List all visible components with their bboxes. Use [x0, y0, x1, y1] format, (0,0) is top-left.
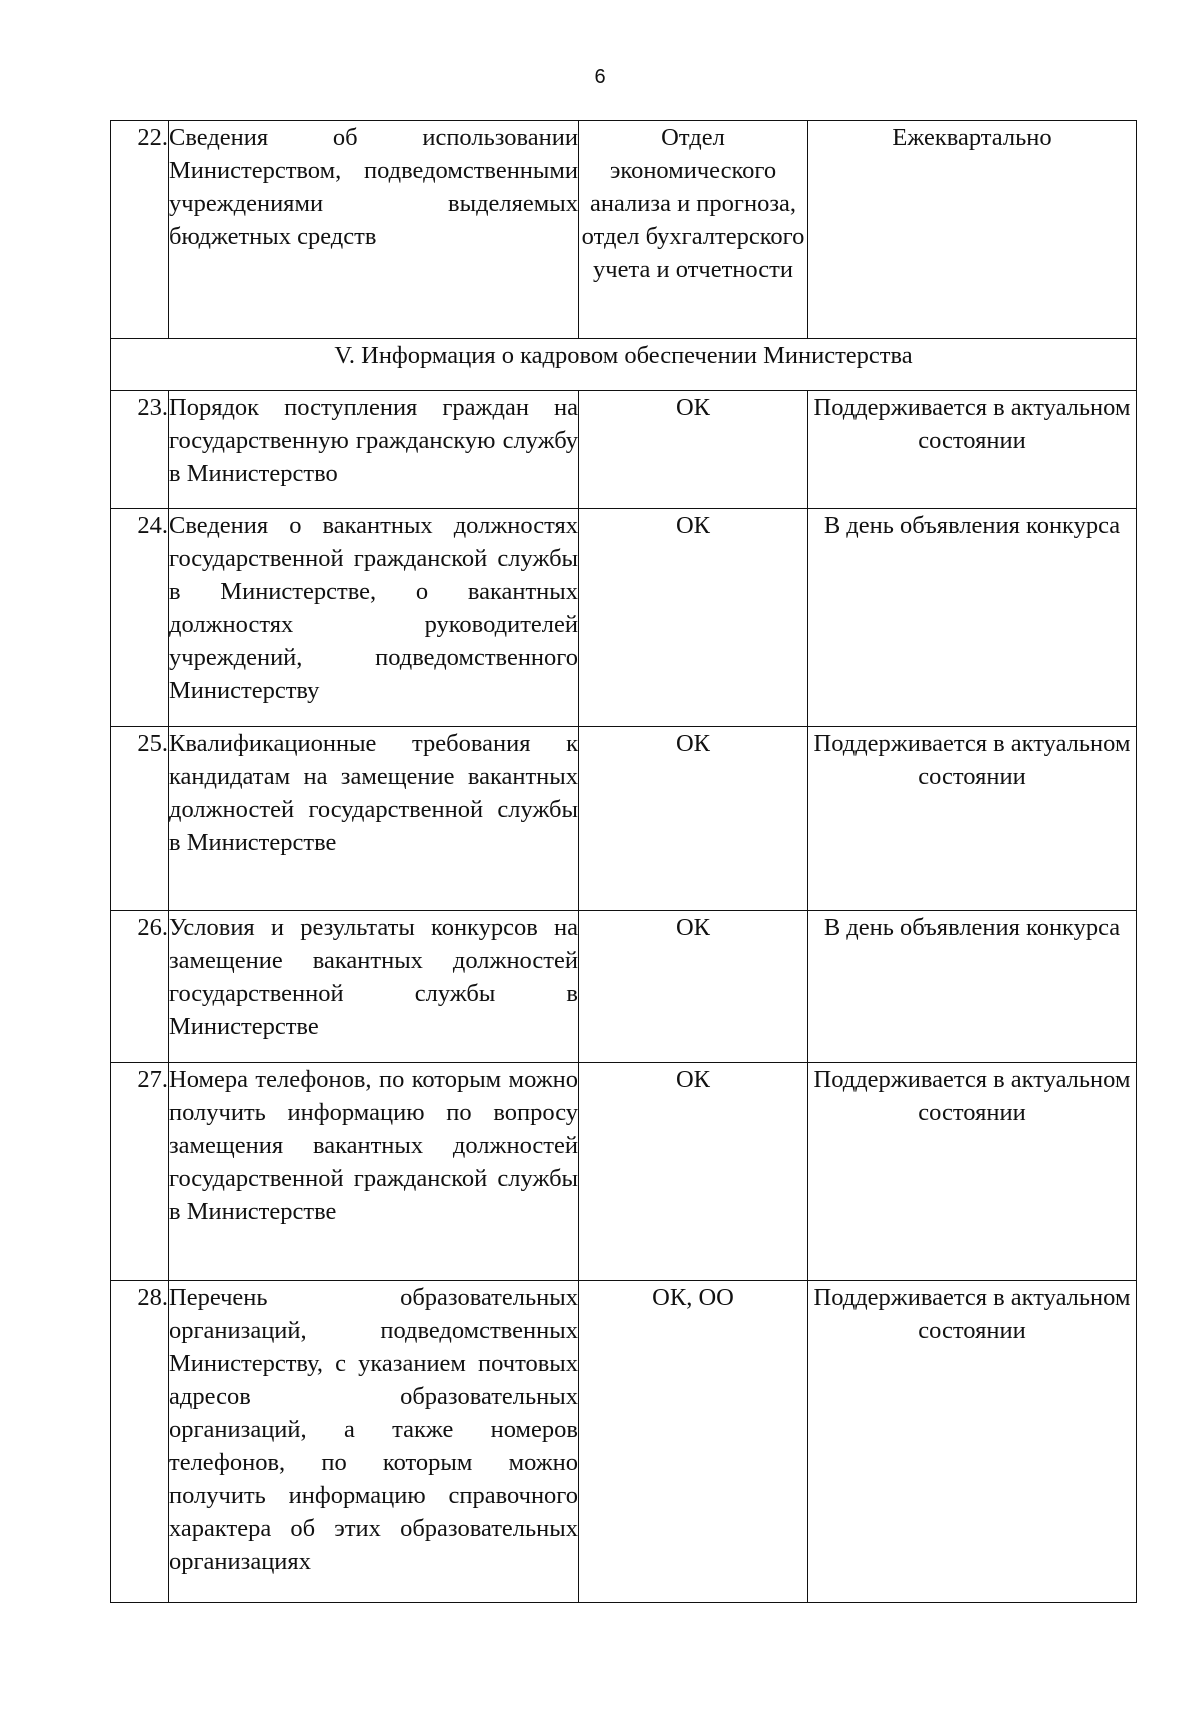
- row-description: Номера телефонов, по которым можно получить информацию по вопросу замещения вакантных должностей государственной гражданской службы в Министерстве: [169, 1063, 579, 1281]
- row-department: ОК: [579, 391, 808, 509]
- table-row: [111, 121, 1137, 339]
- row-description: Порядок поступления граждан на государственную гражданскую службу в Министерство: [169, 391, 579, 509]
- row-frequency: В день объявления конкурса: [808, 911, 1137, 1063]
- row-description: Сведения о вакантных должностях государственной гражданской службы в Министерстве, о вакантных должностях руководителей учреждений, подведомственного Министерству: [169, 509, 579, 727]
- row-frequency: Поддерживается в актуальном состоянии: [808, 1281, 1137, 1603]
- table-row: [111, 1063, 1137, 1281]
- table-row: [111, 911, 1137, 1063]
- row-department: ОК: [579, 911, 808, 1063]
- row-frequency: Поддерживается в актуальном состоянии: [808, 1063, 1137, 1281]
- table-row: [111, 1281, 1137, 1603]
- table-row: [111, 727, 1137, 911]
- section-title: V. Информация о кадровом обеспечении Министерства: [111, 339, 1137, 391]
- row-department: Отдел экономического анализа и прогноза, отдел бухгалтерского учета и отчетности: [579, 121, 808, 339]
- row-frequency: В день объявления конкурса: [808, 509, 1137, 727]
- row-department: ОК: [579, 509, 808, 727]
- row-number: 26.: [111, 911, 169, 1063]
- row-number: 23.: [111, 391, 169, 509]
- table-row: [111, 391, 1137, 509]
- table-row: [111, 509, 1137, 727]
- row-number: 28.: [111, 1281, 169, 1603]
- row-department: ОК, ОО: [579, 1281, 808, 1603]
- row-frequency: Поддерживается в актуальном состоянии: [808, 727, 1137, 911]
- row-description: Перечень образовательных организаций, подведомственных Министерству, с указанием почтовых адресов образовательных организаций, а также номеров телефонов, по которым можно получить информацию справочного характера об этих образовательных организациях: [169, 1281, 579, 1603]
- row-number: 25.: [111, 727, 169, 911]
- row-frequency: Поддерживается в актуальном состоянии: [808, 391, 1137, 509]
- row-description: Квалификационные требования к кандидатам на замещение вакантных должностей государственной службы в Министерстве: [169, 727, 579, 911]
- section-header-row: [111, 339, 1137, 391]
- row-description: Условия и результаты конкурсов на замещение вакантных должностей государственной службы в Министерстве: [169, 911, 579, 1063]
- document-table: [110, 120, 1137, 1603]
- row-number: 22.: [111, 121, 169, 339]
- row-department: ОК: [579, 727, 808, 911]
- row-department: ОК: [579, 1063, 808, 1281]
- row-frequency: Ежеквартально: [808, 121, 1137, 339]
- page-number: 6: [594, 66, 606, 88]
- row-number: 24.: [111, 509, 169, 727]
- row-description: Сведения об использовании Министерством, подведомственными учреждениями выделяемых бюджетных средств: [169, 121, 579, 339]
- row-number: 27.: [111, 1063, 169, 1281]
